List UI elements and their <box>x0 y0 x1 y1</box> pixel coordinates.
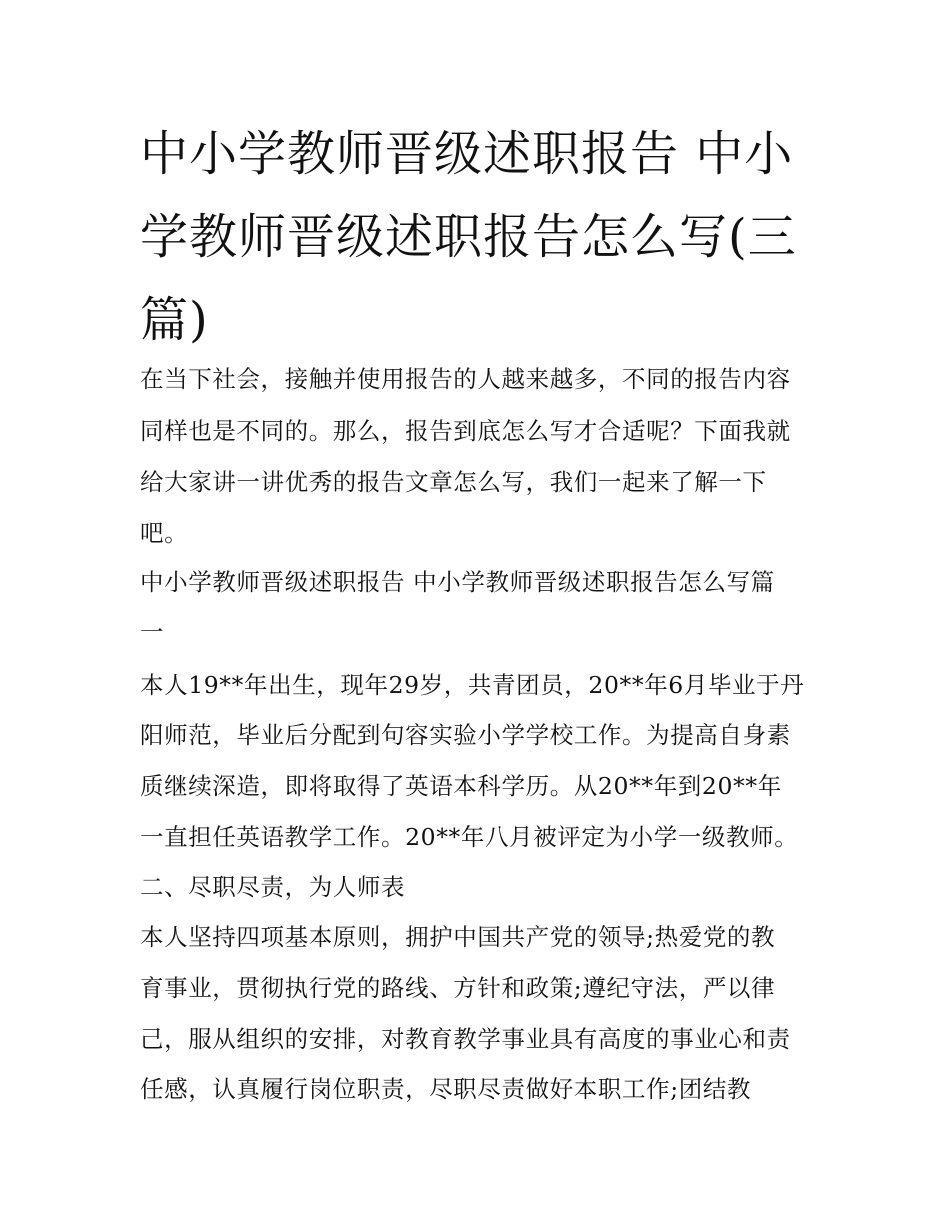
body-line: 本人坚持四项基本原则，拥护中国共产党的领导;热爱党的教 <box>140 923 776 951</box>
section-heading: 中小学教师晋级述职报告 中小学教师晋级述职报告怎么写篇 <box>140 568 775 596</box>
body-line: 己，服从组织的安排，对教育教学事业具有高度的事业心和责 <box>140 1025 791 1053</box>
title-line: 篇) <box>140 292 209 348</box>
body-line: 吧。 <box>140 519 189 547</box>
body-line: 质继续深造，即将取得了英语本科学历。从20**年到20**年 <box>140 772 782 800</box>
body-line: 本人19**年出生，现年29岁，共青团员，20**年6月毕业于丹 <box>140 671 805 699</box>
body-line: 在当下社会，接触并使用报告的人越来越多，不同的报告内容 <box>140 365 791 393</box>
body-line: 同样也是不同的。那么，报告到底怎么写才合适呢？下面我就 <box>140 417 791 445</box>
body-line: 阳师范，毕业后分配到句容实验小学学校工作。为提高自身素 <box>140 721 791 749</box>
title-line: 学教师晋级述职报告怎么写(三 <box>140 209 797 265</box>
section-heading: 二、尽职尽责，为人师表 <box>140 873 406 901</box>
document-title <box>140 113 830 362</box>
section-heading: 一 <box>140 618 165 646</box>
body-line: 给大家讲一讲优秀的报告文章怎么写，我们一起来了解一下 <box>140 468 767 496</box>
body-line: 任感，认真履行岗位职责，尽职尽责做好本职工作;团结教 <box>140 1075 752 1103</box>
body-line: 育事业，贯彻执行党的路线、方针和政策;遵纪守法，严以律 <box>140 974 776 1002</box>
body-line: 一直担任英语教学工作。20**年八月被评定为小学一级教师。 <box>140 823 799 851</box>
title-line: 中小学教师晋级述职报告 中小 <box>140 126 794 182</box>
